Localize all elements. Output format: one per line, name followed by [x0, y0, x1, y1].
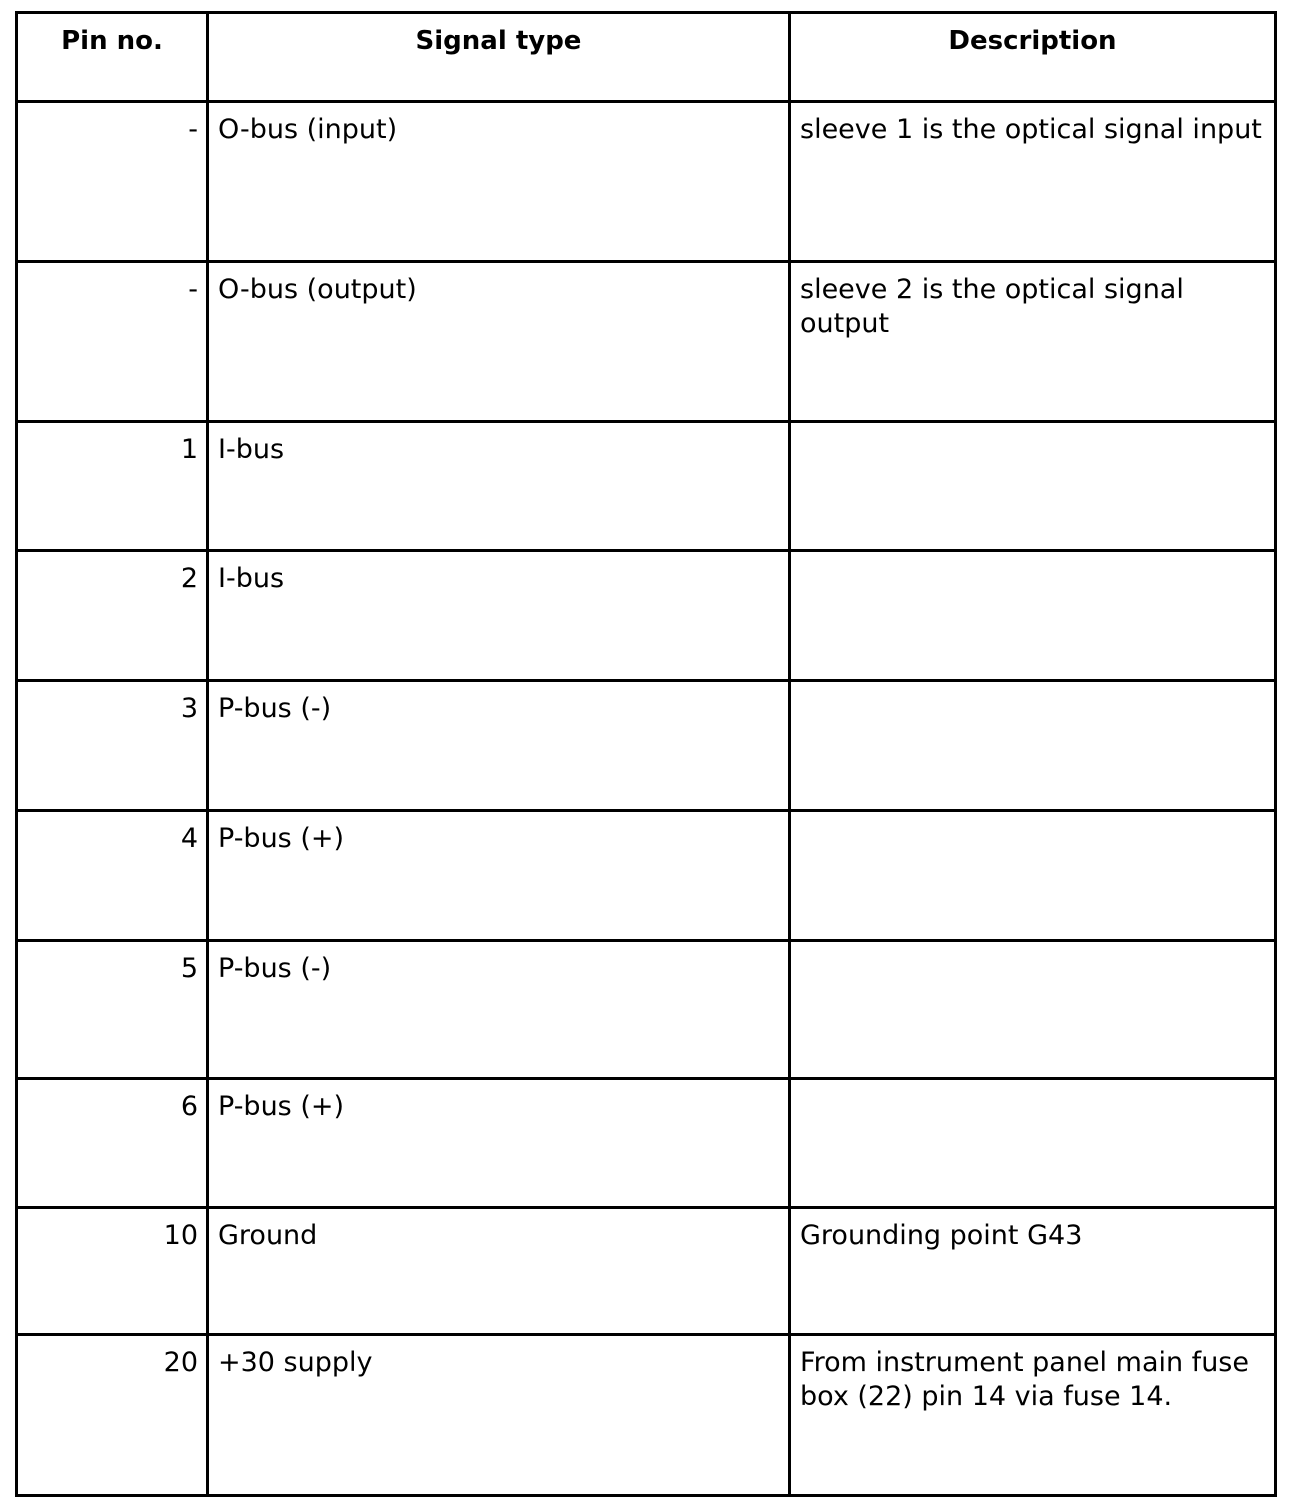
signal-type-cell: P-bus (+) — [208, 1079, 790, 1208]
header-signal-type: Signal type — [208, 13, 790, 102]
pin-cell: 2 — [17, 551, 208, 681]
signal-type-cell: P-bus (+) — [208, 811, 790, 941]
table-row — [17, 1335, 1276, 1496]
header-description: Description — [790, 13, 1276, 102]
header-pin-no: Pin no. — [17, 13, 208, 102]
description-cell — [790, 422, 1276, 551]
table-row — [17, 422, 1276, 551]
description-cell: From instrument panel main fuse box (22) pin 14 via fuse 14. — [790, 1335, 1276, 1496]
description-cell: sleeve 1 is the optical signal input — [790, 102, 1276, 262]
description-cell — [790, 681, 1276, 811]
signal-type-cell: Ground — [208, 1208, 790, 1335]
table-row — [17, 551, 1276, 681]
description-cell — [790, 941, 1276, 1079]
table-row — [17, 811, 1276, 941]
signal-type-cell: I-bus — [208, 551, 790, 681]
pin-assignment-table — [15, 11, 1277, 1497]
signal-type-cell: P-bus (-) — [208, 681, 790, 811]
pin-cell: 5 — [17, 941, 208, 1079]
pin-cell: - — [17, 262, 208, 422]
header-row — [17, 13, 1276, 102]
signal-type-cell: O-bus (input) — [208, 102, 790, 262]
pin-cell: 1 — [17, 422, 208, 551]
pin-cell: 3 — [17, 681, 208, 811]
description-cell: Grounding point G43 — [790, 1208, 1276, 1335]
signal-type-cell: +30 supply — [208, 1335, 790, 1496]
table-row — [17, 1208, 1276, 1335]
pin-cell: - — [17, 102, 208, 262]
description-cell — [790, 551, 1276, 681]
description-cell: sleeve 2 is the optical signal output — [790, 262, 1276, 422]
pin-cell: 6 — [17, 1079, 208, 1208]
table-row — [17, 102, 1276, 262]
pin-cell: 4 — [17, 811, 208, 941]
description-cell — [790, 1079, 1276, 1208]
table-row — [17, 941, 1276, 1079]
table-row — [17, 1079, 1276, 1208]
table-row — [17, 681, 1276, 811]
description-cell — [790, 811, 1276, 941]
signal-type-cell: O-bus (output) — [208, 262, 790, 422]
signal-type-cell: P-bus (-) — [208, 941, 790, 1079]
signal-type-cell: I-bus — [208, 422, 790, 551]
pin-cell: 10 — [17, 1208, 208, 1335]
pin-cell: 20 — [17, 1335, 208, 1496]
table-row — [17, 262, 1276, 422]
